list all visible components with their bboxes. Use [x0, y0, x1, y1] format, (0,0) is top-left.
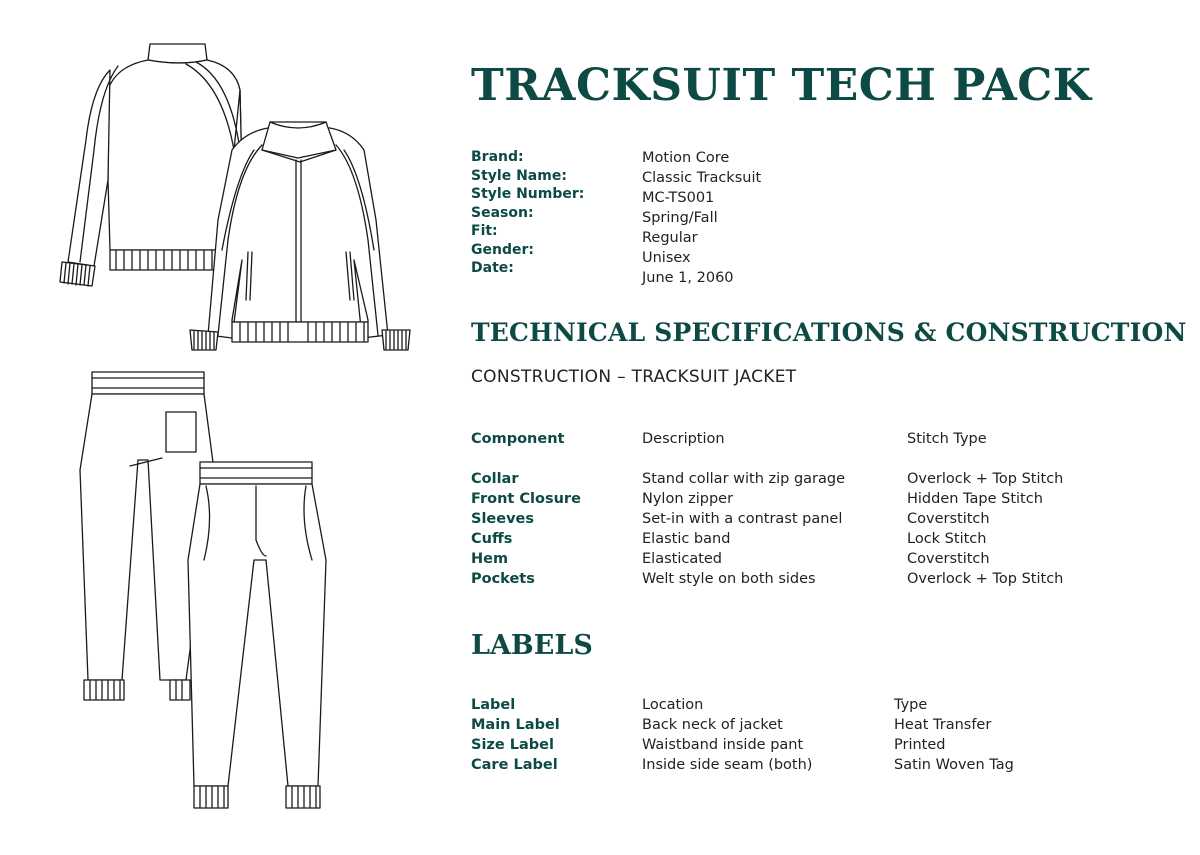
- table-row: [471, 569, 1171, 589]
- info-value: Regular: [642, 230, 698, 246]
- table-header: [471, 695, 1171, 715]
- table-cell: Inside side seam (both): [642, 757, 813, 773]
- tech-pack-content: [471, 0, 1187, 851]
- header-cell: Location: [642, 697, 704, 713]
- table-cell: Waistband inside pant: [642, 737, 804, 753]
- table-cell: Heat Transfer: [894, 717, 992, 733]
- table-cell: Coverstitch: [907, 511, 990, 527]
- info-value: MC-TS001: [642, 190, 715, 206]
- table-cell: Care Label: [471, 757, 558, 773]
- table-cell: Pockets: [471, 571, 535, 587]
- header-cell: Description: [642, 431, 725, 447]
- table-header: [471, 429, 1171, 449]
- table-row: [471, 529, 1171, 549]
- jacket-back-sketch: [60, 44, 242, 286]
- info-value: June 1, 2060: [642, 270, 734, 286]
- spec-heading: TECHNICAL SPECIFICATIONS & CONSTRUCTION: [471, 318, 1187, 347]
- table-cell: Cuffs: [471, 531, 513, 547]
- labels-heading: LABELS: [471, 630, 593, 661]
- table-cell: Welt style on both sides: [642, 571, 816, 587]
- info-value: Unisex: [642, 250, 691, 266]
- table-cell: Nylon zipper: [642, 491, 734, 507]
- table-row: [471, 469, 1171, 489]
- table-row: [471, 715, 1171, 735]
- style-info-values: [642, 148, 761, 288]
- table-cell: Stand collar with zip garage: [642, 471, 846, 487]
- page-title: TRACKSUIT TECH PACK: [471, 60, 1092, 111]
- table-cell: Back neck of jacket: [642, 717, 783, 733]
- info-key: Season:: [471, 204, 534, 221]
- table-cell: Overlock + Top Stitch: [907, 571, 1064, 587]
- labels-table: [471, 695, 1171, 775]
- table-row: [471, 755, 1171, 775]
- table-cell: Hidden Tape Stitch: [907, 491, 1043, 507]
- table-row: [471, 489, 1171, 509]
- info-key: Gender:: [471, 241, 534, 258]
- style-info-keys: [471, 148, 584, 278]
- info-key: Style Number:: [471, 186, 585, 202]
- illustration-panel: [0, 0, 450, 851]
- pants-front-sketch: [188, 462, 326, 808]
- table-cell: Coverstitch: [907, 551, 990, 567]
- info-value: Spring/Fall: [642, 210, 718, 226]
- table-row: [471, 509, 1171, 529]
- construction-table: [471, 429, 1171, 589]
- header-cell: Component: [471, 431, 565, 447]
- table-cell: Printed: [894, 737, 946, 753]
- info-key: Brand:: [471, 149, 524, 165]
- table-cell: Collar: [471, 471, 519, 487]
- table-cell: Lock Stitch: [907, 531, 987, 547]
- table-cell: Elasticated: [642, 551, 723, 567]
- header-cell: Label: [471, 697, 516, 713]
- table-cell: Front Closure: [471, 491, 581, 507]
- header-cell: Stitch Type: [907, 431, 987, 447]
- table-cell: Hem: [471, 551, 509, 567]
- info-key: Fit:: [471, 223, 498, 239]
- table-cell: Satin Woven Tag: [894, 757, 1014, 773]
- table-cell: Sleeves: [471, 511, 534, 527]
- table-cell: Size Label: [471, 737, 554, 753]
- construction-subheading: CONSTRUCTION – TRACKSUIT JACKET: [471, 367, 797, 387]
- table-cell: Overlock + Top Stitch: [907, 471, 1064, 487]
- table-cell: Set-in with a contrast panel: [642, 511, 843, 527]
- info-key: Style Name:: [471, 167, 567, 184]
- table-cell: Main Label: [471, 717, 560, 733]
- info-key: Date:: [471, 260, 514, 276]
- tracksuit-flat-sketches: [0, 0, 450, 851]
- header-cell: Type: [894, 697, 928, 713]
- table-row: [471, 735, 1171, 755]
- table-row: [471, 549, 1171, 569]
- info-value: Motion Core: [642, 150, 730, 166]
- table-cell: Elastic band: [642, 531, 731, 547]
- info-value: Classic Tracksuit: [642, 170, 762, 186]
